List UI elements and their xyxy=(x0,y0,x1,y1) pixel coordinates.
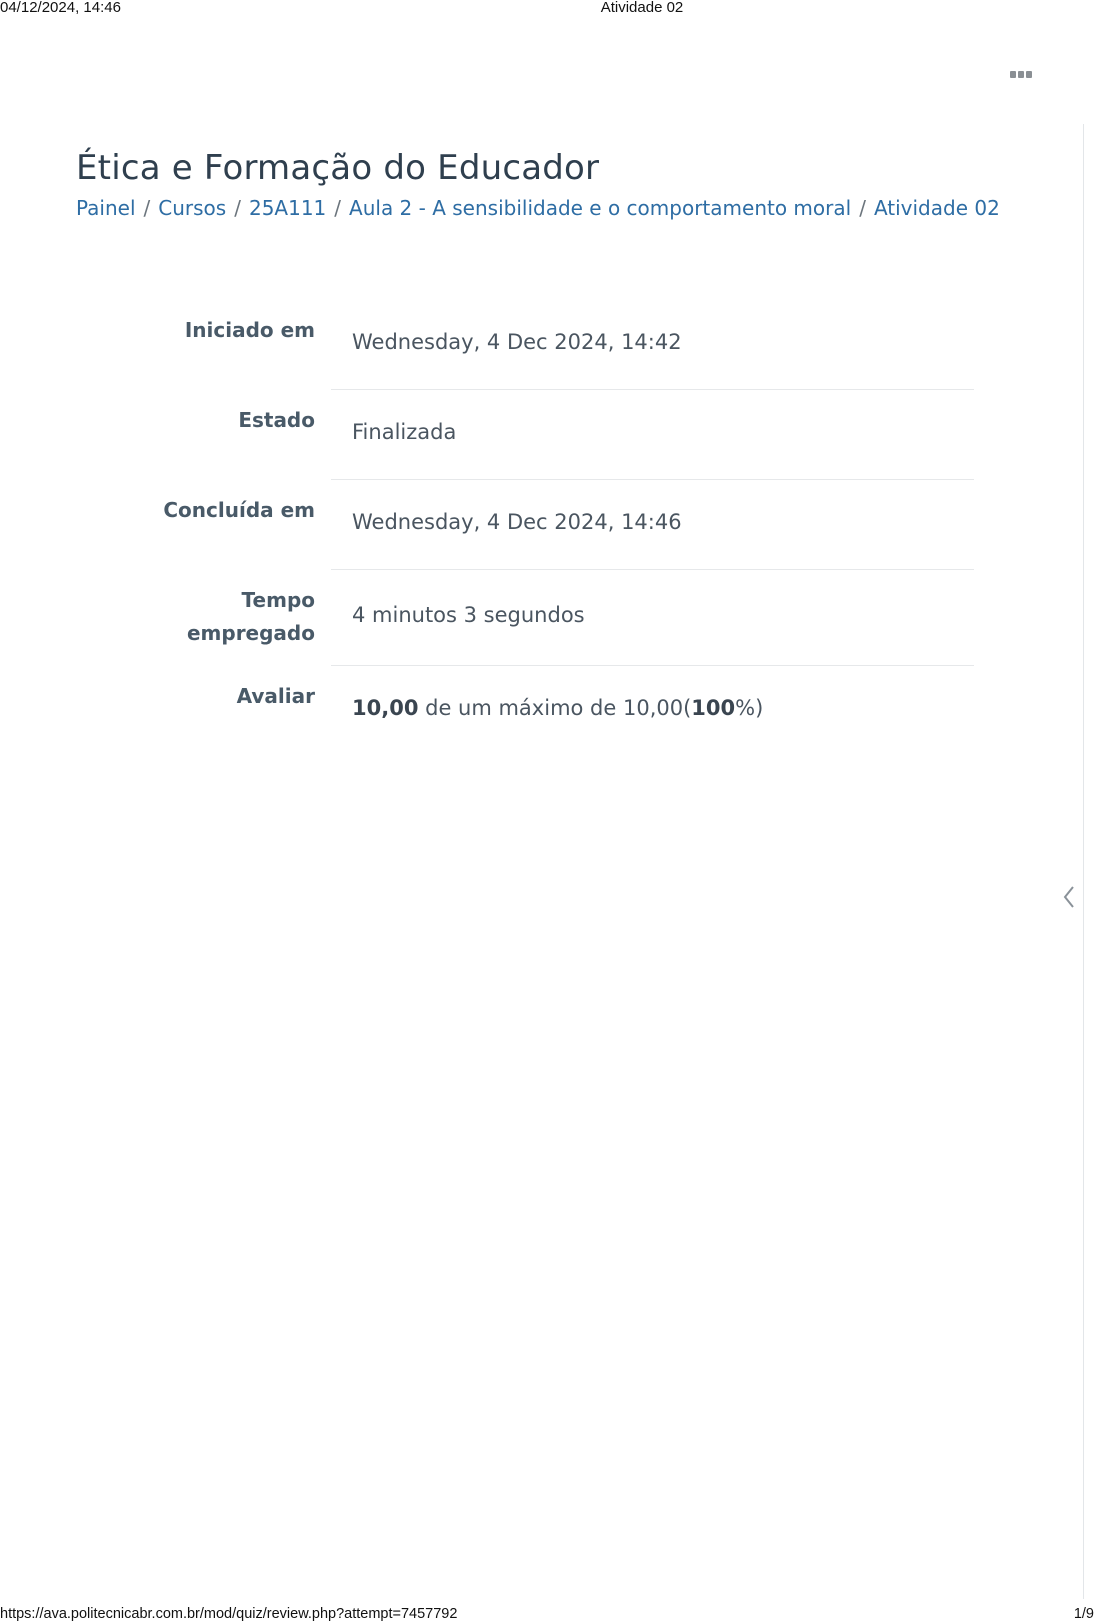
ellipsis-icon[interactable] xyxy=(1010,71,1034,80)
breadcrumb-course-code[interactable]: 25A111 xyxy=(248,196,327,220)
breadcrumb xyxy=(76,196,1000,220)
breadcrumb-separator: / xyxy=(234,196,241,220)
breadcrumb-painel[interactable]: Painel xyxy=(76,196,136,220)
state-value: Finalizada xyxy=(352,420,457,444)
print-header xyxy=(0,0,1094,16)
page-title: Ética e Formação do Educador xyxy=(76,148,600,188)
breadcrumb-separator: / xyxy=(859,196,866,220)
drawer-edge-divider xyxy=(1083,124,1084,1599)
breadcrumb-lesson[interactable]: Aula 2 - A sensibilidade e o comportamento moral xyxy=(349,196,852,220)
completed-value: Wednesday, 4 Dec 2024, 14:46 xyxy=(352,510,682,534)
breadcrumb-activity[interactable]: Atividade 02 xyxy=(873,196,1000,220)
chevron-left-icon[interactable] xyxy=(1062,885,1076,909)
grade-suffix: %) xyxy=(735,696,764,720)
row-divider xyxy=(331,569,974,570)
grade-text: de um máximo de 10,00( xyxy=(418,696,692,720)
row-divider xyxy=(331,389,974,390)
grade-score: 10,00 xyxy=(352,696,419,720)
grade-label: Avaliar xyxy=(236,684,315,708)
grade-value xyxy=(352,696,763,720)
row-divider xyxy=(331,665,974,666)
time-taken-label-line2: empregado xyxy=(186,621,315,645)
time-taken-label-line1: Tempo xyxy=(241,588,315,612)
completed-label: Concluída em xyxy=(163,498,315,522)
time-taken-label xyxy=(155,584,315,650)
breadcrumb-separator: / xyxy=(334,196,342,220)
row-divider xyxy=(331,479,974,480)
grade-percent: 100 xyxy=(691,696,736,720)
print-title: Atividade 02 xyxy=(600,0,684,16)
started-value: Wednesday, 4 Dec 2024, 14:42 xyxy=(352,330,682,354)
print-url: https://ava.politecnicabr.com.br/mod/quiz/review.php?attempt=7457792 xyxy=(0,1606,458,1622)
time-taken-value: 4 minutos 3 segundos xyxy=(352,603,585,627)
print-page-number: 1/9 xyxy=(1073,1606,1094,1622)
state-label: Estado xyxy=(238,408,315,432)
breadcrumb-cursos[interactable]: Cursos xyxy=(158,196,227,220)
print-date: 04/12/2024, 14:46 xyxy=(0,0,121,16)
print-footer xyxy=(0,1605,1094,1623)
breadcrumb-separator: / xyxy=(143,196,151,220)
started-label: Iniciado em xyxy=(184,318,315,342)
